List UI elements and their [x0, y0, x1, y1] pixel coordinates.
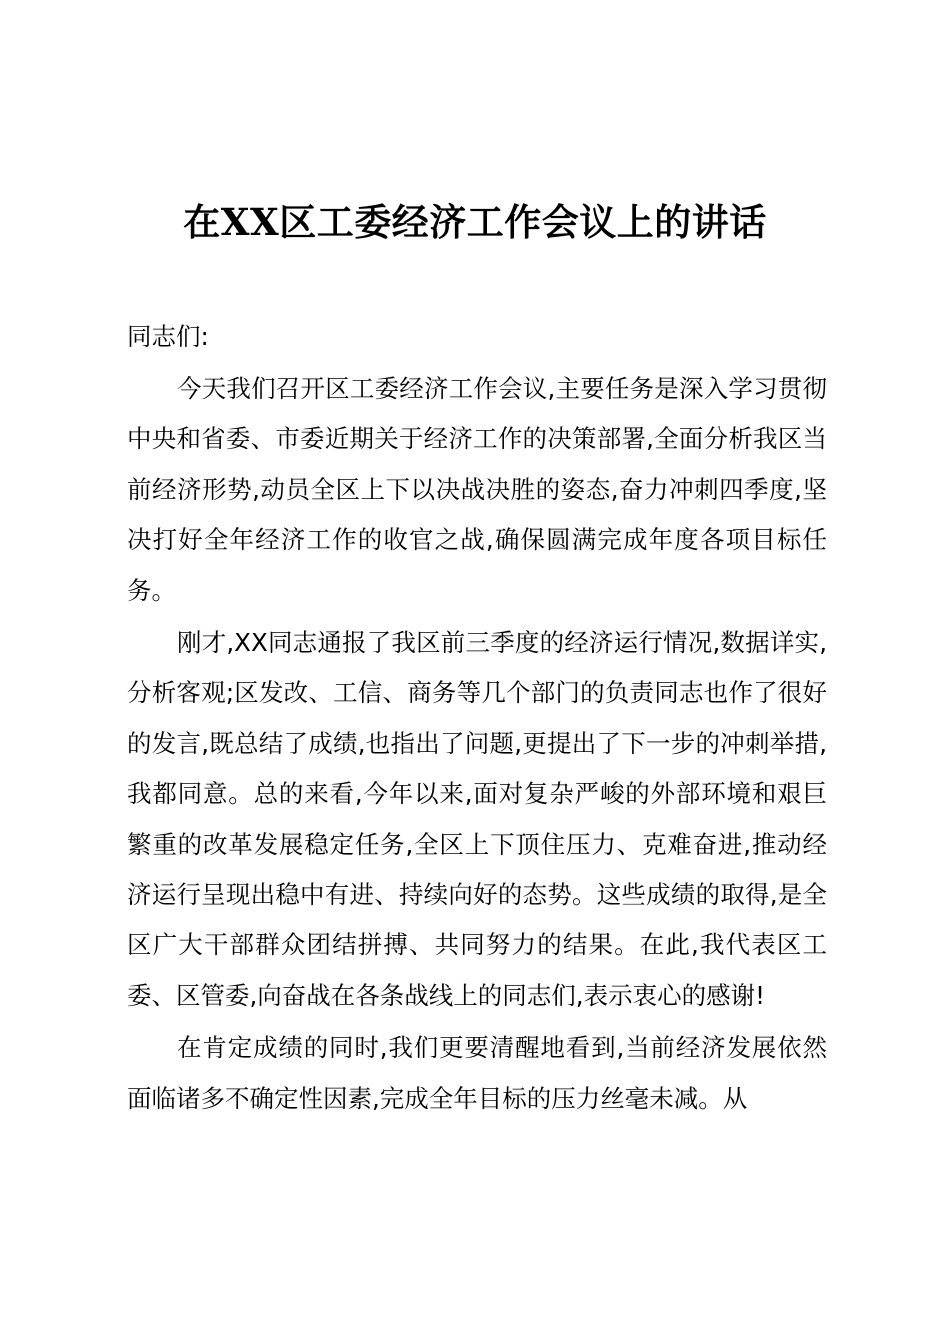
document-title: 在XX区工委经济工作会议上的讲话 — [183, 200, 767, 244]
document-body — [127, 312, 827, 1126]
paragraph-1: 今天我们召开区工委经济工作会议,主要任务是深入学习贯彻中央和省委、市委近期关于经济工作的决策部署,全面分析我区当前经济形势,动员全区上下以决战决胜的姿态,奋力冲刺四季度,坚决打好全年经济工作的收官之战,确保圆满完成年度各项目标任务。 — [127, 374, 827, 605]
paragraph-2: 刚才,XX同志通报了我区前三季度的经济运行情况,数据详实,分析客观;区发改、工信、商务等几个部门的负责同志也作了很好的发言,既总结了成绩,也指出了问题,更提出了下一步的冲刺举措,我都同意。总的来看,今年以来,面对复杂严峻的外部环境和艰巨繁重的改革发展稳定任务,全区上下顶住压力、克难奋进,推动经济运行呈现出稳中有进、持续向好的态势。这些成绩的取得,是全区广大干部群众团结拼搏、共同努力的结果。在此,我代表区工委、区管委,向奋战在各条战线上的同志们,表示衷心的感谢! — [127, 628, 827, 1010]
paragraph-3: 在肯定成绩的同时,我们更要清醒地看到,当前经济发展依然面临诸多不确定性因素,完成全年目标的压力丝毫未减。从 — [127, 1033, 827, 1113]
salutation: 同志们: — [127, 322, 209, 351]
